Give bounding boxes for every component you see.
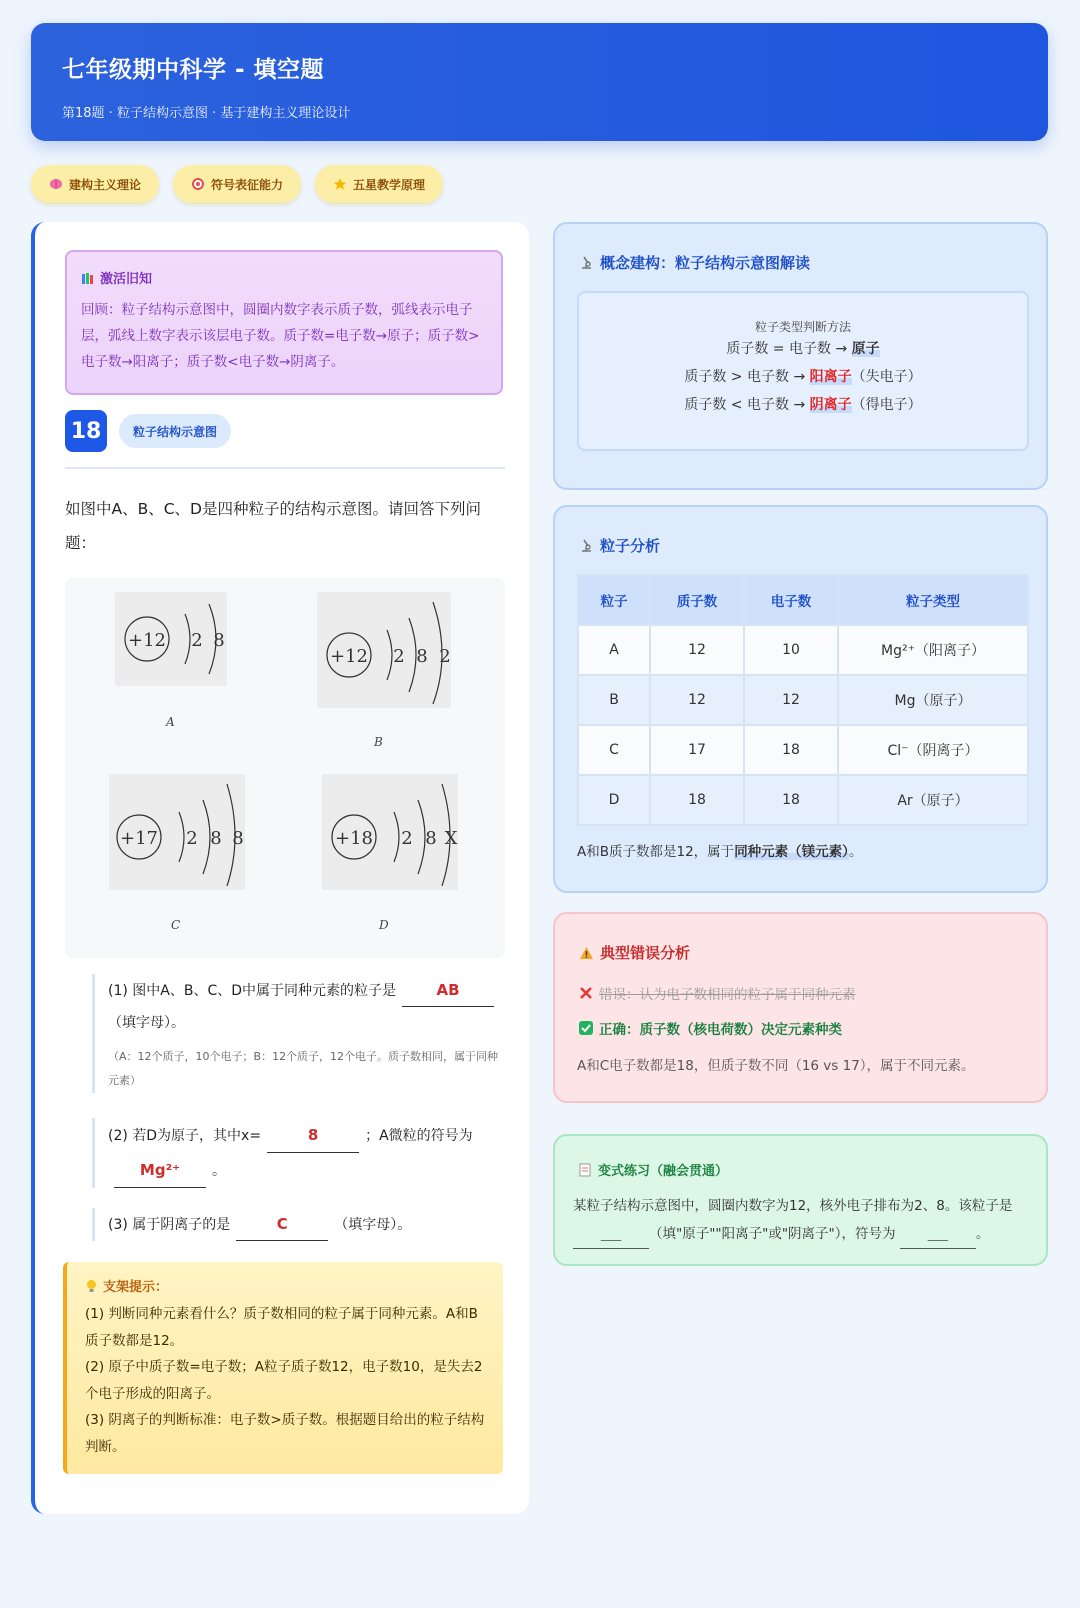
shell-label: 2 xyxy=(439,646,451,667)
column-header: 粒子 xyxy=(579,576,649,624)
shell-label: 8 xyxy=(213,630,225,651)
errors-title: 典型错误分析 xyxy=(600,944,691,962)
q1-note: （A：12个质子，10个电子；B：12个质子，12个电子。质子数相同，属于同种元素） xyxy=(108,1050,499,1087)
q3-suffix: （填字母）。 xyxy=(334,1217,412,1233)
shell-label: 2 xyxy=(186,828,198,849)
question-panel xyxy=(31,222,529,1514)
scaffold-line: (1) 判断同种元素看什么？质子数相同的粒子属于同种元素。A和B质子数都是12。 xyxy=(85,1306,478,1349)
q2-middle: ；A微粒的符号为 xyxy=(365,1128,473,1144)
table-row: C 17 18 Cl⁻（阴离子） xyxy=(579,726,1027,774)
nucleus-label: +12 xyxy=(330,646,368,667)
page-header xyxy=(31,23,1048,141)
shell-label: 2 xyxy=(393,646,405,667)
scaffold-line: (2) 原子中质子数=电子数；A粒子质子数12，电子数10，是失去2个电子形成的阳离子。 xyxy=(85,1359,483,1402)
q3-prefix: (3) 属于阴离子的是 xyxy=(108,1217,231,1233)
shell-label: 8 xyxy=(416,646,428,667)
nucleus-label: +12 xyxy=(128,630,166,651)
table-header-row xyxy=(579,576,1027,624)
tag-label: 符号表征能力 xyxy=(211,177,284,192)
summary-highlight: 同种元素（镁元素） xyxy=(734,844,849,860)
rule-row-cation: 质子数 > 电子数 → 阳离子（失电子） xyxy=(684,369,922,385)
question-tag: 粒子结构示意图 xyxy=(119,414,231,448)
analysis-title: 粒子分析 xyxy=(600,537,661,555)
tag-five-star xyxy=(315,165,443,203)
sub-question-2 xyxy=(92,1118,506,1188)
particle-table xyxy=(577,574,1029,826)
check-icon xyxy=(579,1021,593,1035)
method-box xyxy=(577,291,1029,451)
error-analysis-card xyxy=(553,912,1048,1103)
q2-symbol-blank[interactable]: Mg²⁺ xyxy=(114,1153,206,1188)
rule-row-atom: 质子数 = 电子数 → 原子 xyxy=(726,341,880,357)
right-row xyxy=(579,1018,842,1038)
scaffold-line: (3) 阴离子的判断标准：电子数>质子数。根据题目给出的粒子结构判断。 xyxy=(85,1412,485,1455)
atom-figure-a xyxy=(115,592,227,686)
question-number: 18 xyxy=(65,410,107,452)
shell-label: 8 xyxy=(425,828,437,849)
particle-figures xyxy=(65,578,505,958)
table-row: B 12 12 Mg（原子） xyxy=(579,676,1027,724)
sub-question-1 xyxy=(92,974,506,1093)
scaffold-title: 支架提示： xyxy=(103,1280,169,1295)
sub-question-3 xyxy=(92,1208,506,1241)
column-header: 电子数 xyxy=(745,576,837,624)
shell-label: 2 xyxy=(401,828,413,849)
figure-label-a: A xyxy=(166,715,175,729)
q1-suffix: （填字母）。 xyxy=(108,1015,185,1031)
figure-label-c: C xyxy=(171,918,181,932)
figure-label-d: D xyxy=(379,918,389,932)
error-explanation: A和C电子数都是18，但质子数不同（16 vs 17），属于不同元素。 xyxy=(577,1058,975,1074)
q2-suffix: 。 xyxy=(212,1163,226,1179)
rule-result: 原子 xyxy=(851,341,880,357)
atom-figure-c xyxy=(109,774,245,890)
figure-label-b: B xyxy=(374,735,383,749)
wrong-row xyxy=(579,983,856,1003)
wrong-statement: 错误：认为电子数相同的粒子属于同种元素 xyxy=(599,987,856,1003)
nucleus-label: +18 xyxy=(335,828,373,849)
rule-result: 阴离子 xyxy=(809,397,852,413)
tag-constructivism xyxy=(31,165,159,203)
divider xyxy=(65,467,505,469)
method-title: 粒子类型判断方法 xyxy=(754,320,851,334)
concept-title: 概念建构：粒子结构示意图解读 xyxy=(600,254,811,272)
tag-label: 建构主义理论 xyxy=(69,177,142,192)
concept-card xyxy=(553,222,1048,490)
scaffold-hint-box xyxy=(63,1262,503,1474)
cross-icon xyxy=(579,986,593,1000)
practice-blank-symbol[interactable]: ___ xyxy=(900,1220,976,1249)
page-title: 七年级期中科学 - 填空题 xyxy=(62,57,325,83)
microscope-icon xyxy=(579,255,594,270)
atom-figure-d xyxy=(322,774,458,890)
microscope-icon xyxy=(579,538,594,553)
q2-prefix: (2) 若D为原子，其中x= xyxy=(108,1128,262,1144)
practice-body: 某粒子结构示意图中，圆圈内数字为12，核外电子排布为2、8。该粒子是 ___ （填"原子""阳离子"或"阴离子"），符号为 ___ 。 xyxy=(573,1192,1033,1249)
recall-box xyxy=(65,250,503,395)
rule-row-anion: 质子数 < 电子数 → 阴离子（得电子） xyxy=(684,397,922,413)
tag-label: 五星教学原理 xyxy=(353,177,426,192)
star-icon xyxy=(333,177,347,191)
q2-x-blank[interactable]: 8 xyxy=(267,1118,359,1153)
question-stem: 如图中A、B、C、D是四种粒子的结构示意图。请回答下列问题： xyxy=(65,500,481,552)
shell-label: 8 xyxy=(232,828,244,849)
lightbulb-icon xyxy=(85,1279,98,1293)
warning-icon xyxy=(579,946,594,960)
analysis-summary: A和B质子数都是12，属于同种元素（镁元素）。 xyxy=(577,844,863,860)
books-icon xyxy=(81,271,95,285)
shell-label: 8 xyxy=(210,828,222,849)
target-icon xyxy=(191,177,205,191)
practice-title: 变式练习（融会贯通） xyxy=(598,1164,729,1179)
brain-icon xyxy=(49,177,63,191)
rule-result: 阳离子 xyxy=(809,369,852,385)
q1-answer-blank[interactable]: AB xyxy=(402,974,494,1007)
column-header: 粒子类型 xyxy=(839,576,1027,624)
shell-label: X xyxy=(444,828,458,849)
column-header: 质子数 xyxy=(651,576,743,624)
q3-answer-blank[interactable]: C xyxy=(236,1208,328,1241)
atom-figure-b xyxy=(317,592,451,708)
nucleus-label: +17 xyxy=(120,828,158,849)
right-statement: 正确：质子数（核电荷数）决定元素种类 xyxy=(599,1022,842,1038)
recall-body: 回顾：粒子结构示意图中，圆圈内数字表示质子数，弧线表示电子层，弧线上数字表示该层电子数。质子数=电子数→原子；质子数>电子数→阳离子；质子数<电子数→阴离子。 xyxy=(81,302,480,370)
tag-list xyxy=(31,165,443,203)
tag-symbolic xyxy=(173,165,301,203)
recall-title: 激活旧知 xyxy=(100,272,153,287)
memo-icon xyxy=(579,1163,592,1177)
table-row: A 12 10 Mg²⁺（阳离子） xyxy=(579,626,1027,674)
analysis-card xyxy=(553,505,1048,893)
practice-card xyxy=(553,1134,1048,1266)
page-subtitle: 第18题 · 粒子结构示意图 · 基于建构主义理论设计 xyxy=(62,106,351,121)
practice-blank-type[interactable]: ___ xyxy=(573,1220,649,1249)
table-row: D 18 18 Ar（原子） xyxy=(579,776,1027,824)
q1-prefix: (1) 图中A、B、C、D中属于同种元素的粒子是 xyxy=(108,983,397,999)
shell-label: 2 xyxy=(191,630,203,651)
